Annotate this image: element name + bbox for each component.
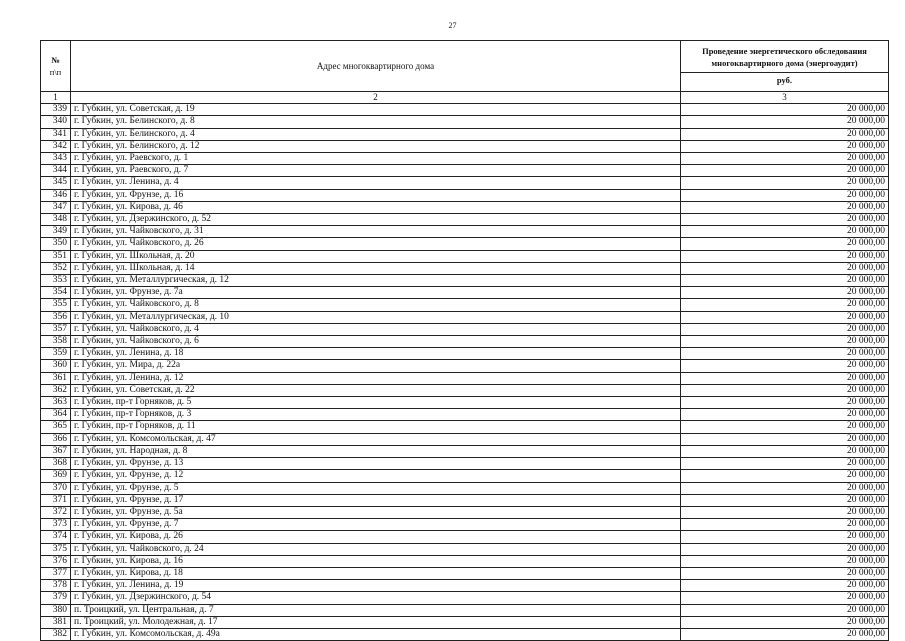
row-address: г. Губкин, пр-т Горняков, д. 3	[71, 409, 681, 421]
row-address: г. Губкин, ул. Советская, д. 19	[71, 104, 681, 116]
row-number: 370	[41, 482, 71, 494]
row-number: 350	[41, 238, 71, 250]
table-row	[41, 494, 889, 506]
row-number: 347	[41, 201, 71, 213]
table-row	[41, 421, 889, 433]
table-row	[41, 250, 889, 262]
row-address: г. Губкин, ул. Металлургическая, д. 12	[71, 275, 681, 287]
row-number: 364	[41, 409, 71, 421]
row-number: 365	[41, 421, 71, 433]
row-address: г. Губкин, ул. Раевского, д. 7	[71, 165, 681, 177]
row-address: г. Губкин, ул. Раевского, д. 1	[71, 153, 681, 165]
row-number: 360	[41, 360, 71, 372]
row-address: г. Губкин, ул. Мира, д. 22а	[71, 360, 681, 372]
row-amount: 20 000,00	[681, 323, 889, 335]
table-row	[41, 177, 889, 189]
row-address: г. Губкин, ул. Чайковского, д. 4	[71, 323, 681, 335]
table-row	[41, 616, 889, 628]
row-address: г. Губкин, пр-т Горняков, д. 5	[71, 397, 681, 409]
table-row	[41, 409, 889, 421]
row-amount: 20 000,00	[681, 470, 889, 482]
column-index-3: 3	[681, 92, 889, 104]
table-row	[41, 116, 889, 128]
row-number: 340	[41, 116, 71, 128]
row-amount: 20 000,00	[681, 116, 889, 128]
row-amount: 20 000,00	[681, 433, 889, 445]
row-amount: 20 000,00	[681, 567, 889, 579]
row-number: 377	[41, 567, 71, 579]
row-address: г. Губкин, ул. Кирова, д. 16	[71, 555, 681, 567]
header-audit-line1: Проведение энергетического обследования	[702, 46, 867, 56]
row-amount: 20 000,00	[681, 348, 889, 360]
row-number: 356	[41, 311, 71, 323]
table-header-row	[41, 41, 889, 92]
row-number: 355	[41, 299, 71, 311]
row-address: г. Губкин, ул. Фрунзе, д. 17	[71, 494, 681, 506]
row-number: 359	[41, 348, 71, 360]
header-unit: руб.	[681, 72, 888, 86]
row-address: г. Губкин, ул. Кирова, д. 46	[71, 201, 681, 213]
row-number: 374	[41, 531, 71, 543]
table-row	[41, 458, 889, 470]
row-number: 369	[41, 470, 71, 482]
table-row	[41, 531, 889, 543]
row-address: г. Губкин, ул. Фрунзе, д. 5а	[71, 506, 681, 518]
row-address: г. Губкин, ул. Белинского, д. 8	[71, 116, 681, 128]
row-amount: 20 000,00	[681, 104, 889, 116]
row-amount: 20 000,00	[681, 384, 889, 396]
table-row	[41, 628, 889, 640]
row-amount: 20 000,00	[681, 262, 889, 274]
row-address: г. Губкин, ул. Фрунзе, д. 16	[71, 189, 681, 201]
table-row	[41, 238, 889, 250]
row-address: г. Губкин, ул. Фрунзе, д. 7	[71, 519, 681, 531]
table-row	[41, 519, 889, 531]
row-number: 363	[41, 397, 71, 409]
table-row	[41, 592, 889, 604]
row-amount: 20 000,00	[681, 372, 889, 384]
row-amount: 20 000,00	[681, 580, 889, 592]
row-amount: 20 000,00	[681, 616, 889, 628]
table-row	[41, 323, 889, 335]
row-amount: 20 000,00	[681, 506, 889, 518]
row-amount: 20 000,00	[681, 287, 889, 299]
row-address: г. Губкин, ул. Народная, д. 8	[71, 445, 681, 457]
row-address: г. Губкин, ул. Ленина, д. 12	[71, 372, 681, 384]
page-number: 27	[448, 21, 457, 30]
row-address: г. Губкин, ул. Фрунзе, д. 12	[71, 470, 681, 482]
table-row	[41, 397, 889, 409]
row-amount: 20 000,00	[681, 165, 889, 177]
row-number: 379	[41, 592, 71, 604]
row-amount: 20 000,00	[681, 409, 889, 421]
row-address: г. Губкин, ул. Белинского, д. 4	[71, 128, 681, 140]
row-number: 378	[41, 580, 71, 592]
header-number: № п\п	[41, 41, 71, 92]
row-address: г. Губкин, ул. Дзержинского, д. 52	[71, 214, 681, 226]
row-amount: 20 000,00	[681, 189, 889, 201]
row-amount: 20 000,00	[681, 153, 889, 165]
row-number: 368	[41, 458, 71, 470]
row-amount: 20 000,00	[681, 531, 889, 543]
row-address: г. Губкин, ул. Чайковского, д. 24	[71, 543, 681, 555]
table-row	[41, 433, 889, 445]
table-row	[41, 201, 889, 213]
row-amount: 20 000,00	[681, 397, 889, 409]
row-number: 343	[41, 153, 71, 165]
column-index-row	[41, 92, 889, 104]
row-number: 373	[41, 519, 71, 531]
table-row	[41, 262, 889, 274]
row-amount: 20 000,00	[681, 421, 889, 433]
row-address: г. Губкин, ул. Чайковского, д. 26	[71, 238, 681, 250]
table-row	[41, 299, 889, 311]
row-amount: 20 000,00	[681, 275, 889, 287]
row-number: 367	[41, 445, 71, 457]
row-address: г. Губкин, ул. Фрунзе, д. 5	[71, 482, 681, 494]
table-row	[41, 470, 889, 482]
row-address: г. Губкин, ул. Школьная, д. 20	[71, 250, 681, 262]
row-amount: 20 000,00	[681, 360, 889, 372]
row-number: 349	[41, 226, 71, 238]
row-amount: 20 000,00	[681, 201, 889, 213]
table-row	[41, 336, 889, 348]
table-row	[41, 555, 889, 567]
row-number: 380	[41, 604, 71, 616]
row-amount: 20 000,00	[681, 543, 889, 555]
row-number: 381	[41, 616, 71, 628]
row-address: г. Губкин, ул. Белинского, д. 12	[71, 140, 681, 152]
row-address: г. Губкин, ул. Кирова, д. 26	[71, 531, 681, 543]
row-number: 366	[41, 433, 71, 445]
header-energy-audit	[681, 41, 889, 92]
row-number: 361	[41, 372, 71, 384]
row-address: г. Губкин, ул. Школьная, д. 14	[71, 262, 681, 274]
row-number: 358	[41, 336, 71, 348]
row-number: 382	[41, 628, 71, 640]
row-number: 352	[41, 262, 71, 274]
row-number: 362	[41, 384, 71, 396]
row-address: г. Губкин, ул. Комсомольская, д. 47	[71, 433, 681, 445]
table-row	[41, 275, 889, 287]
row-address: г. Губкин, ул. Советская, д. 22	[71, 384, 681, 396]
row-amount: 20 000,00	[681, 250, 889, 262]
row-amount: 20 000,00	[681, 592, 889, 604]
table-row	[41, 372, 889, 384]
row-address: г. Губкин, ул. Фрунзе, д. 13	[71, 458, 681, 470]
table-row	[41, 165, 889, 177]
row-number: 341	[41, 128, 71, 140]
column-index-2: 2	[71, 92, 681, 104]
table-row	[41, 348, 889, 360]
table-row	[41, 287, 889, 299]
table-row	[41, 153, 889, 165]
row-address: г. Губкин, ул. Металлургическая, д. 10	[71, 311, 681, 323]
row-number: 344	[41, 165, 71, 177]
row-number: 345	[41, 177, 71, 189]
row-number: 353	[41, 275, 71, 287]
row-amount: 20 000,00	[681, 238, 889, 250]
row-amount: 20 000,00	[681, 482, 889, 494]
row-address: г. Губкин, ул. Чайковского, д. 8	[71, 299, 681, 311]
table-row	[41, 384, 889, 396]
row-amount: 20 000,00	[681, 177, 889, 189]
row-number: 348	[41, 214, 71, 226]
row-address: г. Губкин, ул. Чайковского, д. 31	[71, 226, 681, 238]
table-row	[41, 128, 889, 140]
row-number: 351	[41, 250, 71, 262]
row-number: 354	[41, 287, 71, 299]
row-number: 339	[41, 104, 71, 116]
row-amount: 20 000,00	[681, 299, 889, 311]
row-address: г. Губкин, ул. Фрунзе, д. 7а	[71, 287, 681, 299]
table-row	[41, 311, 889, 323]
row-amount: 20 000,00	[681, 494, 889, 506]
row-address: г. Губкин, ул. Ленина, д. 18	[71, 348, 681, 360]
buildings-table	[40, 40, 889, 641]
row-address: г. Губкин, ул. Ленина, д. 19	[71, 580, 681, 592]
row-address: г. Губкин, ул. Дзержинского, д. 54	[71, 592, 681, 604]
table-row	[41, 580, 889, 592]
row-number: 372	[41, 506, 71, 518]
table-row	[41, 543, 889, 555]
table-row	[41, 140, 889, 152]
row-address: г. Губкин, ул. Кирова, д. 18	[71, 567, 681, 579]
row-address: г. Губкин, пр-т Горняков, д. 11	[71, 421, 681, 433]
row-address: г. Губкин, ул. Комсомольская, д. 49а	[71, 628, 681, 640]
table-row	[41, 567, 889, 579]
row-number: 342	[41, 140, 71, 152]
table-row	[41, 360, 889, 372]
row-amount: 20 000,00	[681, 140, 889, 152]
row-address: г. Губкин, ул. Ленина, д. 4	[71, 177, 681, 189]
row-number: 375	[41, 543, 71, 555]
table-row	[41, 482, 889, 494]
row-address: п. Троицкий, ул. Молодежная, д. 17	[71, 616, 681, 628]
column-index-1: 1	[41, 92, 71, 104]
row-number: 346	[41, 189, 71, 201]
row-amount: 20 000,00	[681, 336, 889, 348]
row-amount: 20 000,00	[681, 628, 889, 640]
header-audit-line2: многоквартирного дома (энергоаудит)	[711, 58, 858, 68]
table-row	[41, 214, 889, 226]
row-amount: 20 000,00	[681, 128, 889, 140]
table-row	[41, 189, 889, 201]
row-number: 376	[41, 555, 71, 567]
row-number: 371	[41, 494, 71, 506]
row-amount: 20 000,00	[681, 604, 889, 616]
table-row	[41, 506, 889, 518]
table-row	[41, 104, 889, 116]
table-row	[41, 604, 889, 616]
row-amount: 20 000,00	[681, 311, 889, 323]
header-number-label: п\п	[49, 67, 62, 77]
table-row	[41, 226, 889, 238]
row-amount: 20 000,00	[681, 555, 889, 567]
header-address: Адрес многоквартирного дома	[71, 41, 681, 92]
row-amount: 20 000,00	[681, 226, 889, 238]
row-address: г. Губкин, ул. Чайковского, д. 6	[71, 336, 681, 348]
row-amount: 20 000,00	[681, 458, 889, 470]
row-amount: 20 000,00	[681, 445, 889, 457]
row-amount: 20 000,00	[681, 519, 889, 531]
table-row	[41, 445, 889, 457]
row-number: 357	[41, 323, 71, 335]
row-amount: 20 000,00	[681, 214, 889, 226]
row-address: п. Троицкий, ул. Центральная, д. 7	[71, 604, 681, 616]
